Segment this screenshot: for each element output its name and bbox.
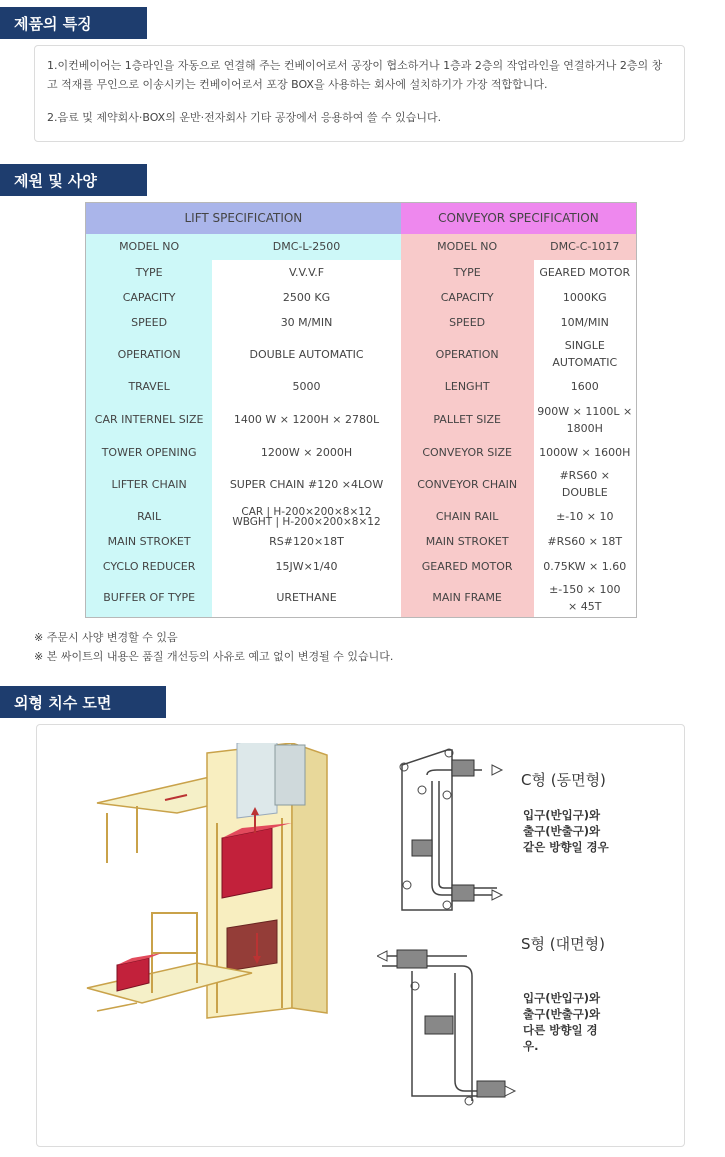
lift-label: CAPACITY [86, 285, 213, 310]
c-type-description [523, 807, 609, 855]
rail-weight-spec: WBGHT | H-200×200×8×12 [232, 515, 381, 528]
lift-label: CYCLO REDUCER [86, 554, 213, 579]
lift-spec-header: LIFT SPECIFICATION [86, 203, 401, 234]
conveyor-label: CAPACITY [401, 285, 534, 310]
lift-value: 15JW×1/40 [212, 554, 401, 579]
conveyor-label: MODEL NO [401, 234, 534, 260]
c-type-desc-line-2: 출구(반출구)와 [523, 824, 601, 838]
lift-label: MAIN STROKET [86, 530, 213, 554]
table-row [86, 374, 637, 400]
s-type-schematic-diagram [377, 941, 517, 1121]
conveyor-value: GEARED MOTOR [534, 260, 637, 285]
conveyor-value: 10M/MIN [534, 310, 637, 335]
s-type-desc-line-1: 입구(반입구)와 [523, 991, 601, 1005]
conveyor-value: SINGLE AUTOMATIC [534, 335, 637, 374]
conveyor-value: 1600 [534, 374, 637, 400]
lift-label: MODEL NO [86, 234, 213, 260]
lift-label: TRAVEL [86, 374, 213, 400]
lift-value: 2500 KG [212, 285, 401, 310]
s-type-title: S형 (대면형) [521, 935, 605, 953]
conveyor-value: #RS60 × 18T [534, 530, 637, 554]
conveyor-value: 0.75KW × 1.60 [534, 554, 637, 579]
lift-value: 1400 W × 1200H × 2780L [212, 400, 401, 440]
table-row [86, 440, 637, 465]
spec-notes [34, 628, 393, 666]
table-row [86, 504, 637, 530]
lift-value [212, 504, 401, 530]
conveyor-value: ±-10 × 10 [534, 504, 637, 530]
lift-conveyor-illustration [77, 743, 377, 1033]
table-row [86, 465, 637, 504]
conveyor-label: OPERATION [401, 335, 534, 374]
table-row [86, 400, 637, 440]
lift-value: 1200W × 2000H [212, 440, 401, 465]
feature-paragraph-2: 2.음료 및 제약회사·BOX의 운반·전자회사 기타 공장에서 응용하여 쓸 수 있습니다. [47, 111, 442, 124]
s-type-description [523, 990, 600, 1054]
conveyor-label: TYPE [401, 260, 534, 285]
lift-label: SPEED [86, 310, 213, 335]
conveyor-label: SPEED [401, 310, 534, 335]
conveyor-value: 1000W × 1600H [534, 440, 637, 465]
table-row [86, 530, 637, 554]
lift-value: RS#120×18T [212, 530, 401, 554]
features-box [34, 45, 685, 142]
table-row [86, 260, 637, 285]
s-type-desc-line-3: 다른 방향일 경 [523, 1023, 598, 1037]
note-2: ※ 본 싸이트의 내용은 품질 개선등의 사유로 예고 없이 변경될 수 있습니다. [34, 650, 394, 663]
c-type-desc-line-3: 같은 방향일 경우 [523, 840, 609, 854]
s-type-desc-line-4: 우. [523, 1039, 539, 1053]
lift-label: BUFFER OF TYPE [86, 579, 213, 618]
lift-label: TOWER OPENING [86, 440, 213, 465]
lift-label: LIFTER CHAIN [86, 465, 213, 504]
feature-paragraph-1: 1.이컨베이어는 1층라인을 자동으로 연결해 주는 컨베이어로서 공장이 협소하거나 1층과 2층의 작업라인을 연결하거나 2층의 창고 적재를 무인으로 이송시키는 컨베이어로서 포장 BOX을 사용하는 회사에 설치하기가 가장 적합합니다. [47, 59, 663, 91]
lift-value: 5000 [212, 374, 401, 400]
lift-label: CAR INTERNEL SIZE [86, 400, 213, 440]
spec-section-title: 제원 및 사양 [0, 164, 147, 196]
lift-value: 30 M/MIN [212, 310, 401, 335]
table-row [86, 335, 637, 374]
lift-label: RAIL [86, 504, 213, 530]
conveyor-label: GEARED MOTOR [401, 554, 534, 579]
drawing-box [36, 724, 685, 1147]
conveyor-label: MAIN FRAME [401, 579, 534, 618]
spec-table [85, 202, 637, 618]
lift-value: V.V.V.F [212, 260, 401, 285]
conveyor-label: CONVEYOR SIZE [401, 440, 534, 465]
note-1: ※ 주문시 사양 변경할 수 있음 [34, 631, 178, 644]
lift-label: OPERATION [86, 335, 213, 374]
conveyor-value: 1000KG [534, 285, 637, 310]
table-row [86, 579, 637, 618]
conveyor-label: CONVEYOR CHAIN [401, 465, 534, 504]
conveyor-value: 900W × 1100L × 1800H [534, 400, 637, 440]
conveyor-spec-header: CONVEYOR SPECIFICATION [401, 203, 637, 234]
table-row [86, 234, 637, 260]
conveyor-label: MAIN STROKET [401, 530, 534, 554]
conveyor-value: #RS60 × DOUBLE [534, 465, 637, 504]
c-type-schematic-diagram [392, 745, 512, 925]
lift-label: TYPE [86, 260, 213, 285]
conveyor-value: ±-150 × 100 × 45T [534, 579, 637, 618]
conveyor-label: CHAIN RAIL [401, 504, 534, 530]
drawing-section-title: 외형 치수 도면 [0, 686, 166, 718]
s-type-desc-line-2: 출구(반출구)와 [523, 1007, 601, 1021]
lift-value: DOUBLE AUTOMATIC [212, 335, 401, 374]
lift-value: SUPER CHAIN #120 ×4LOW [212, 465, 401, 504]
table-row [86, 285, 637, 310]
features-section-title: 제품의 특징 [0, 7, 147, 39]
lift-value: URETHANE [212, 579, 401, 618]
conveyor-label: LENGHT [401, 374, 534, 400]
c-type-title: C형 (동면형) [521, 771, 606, 789]
conveyor-value: DMC-C-1017 [534, 234, 637, 260]
c-type-desc-line-1: 입구(반입구)와 [523, 808, 601, 822]
table-row [86, 554, 637, 579]
table-row [86, 310, 637, 335]
lift-value: DMC-L-2500 [212, 234, 401, 260]
conveyor-label: PALLET SIZE [401, 400, 534, 440]
rail-car-spec: CAR | H-200×200×8×12 [241, 505, 372, 518]
